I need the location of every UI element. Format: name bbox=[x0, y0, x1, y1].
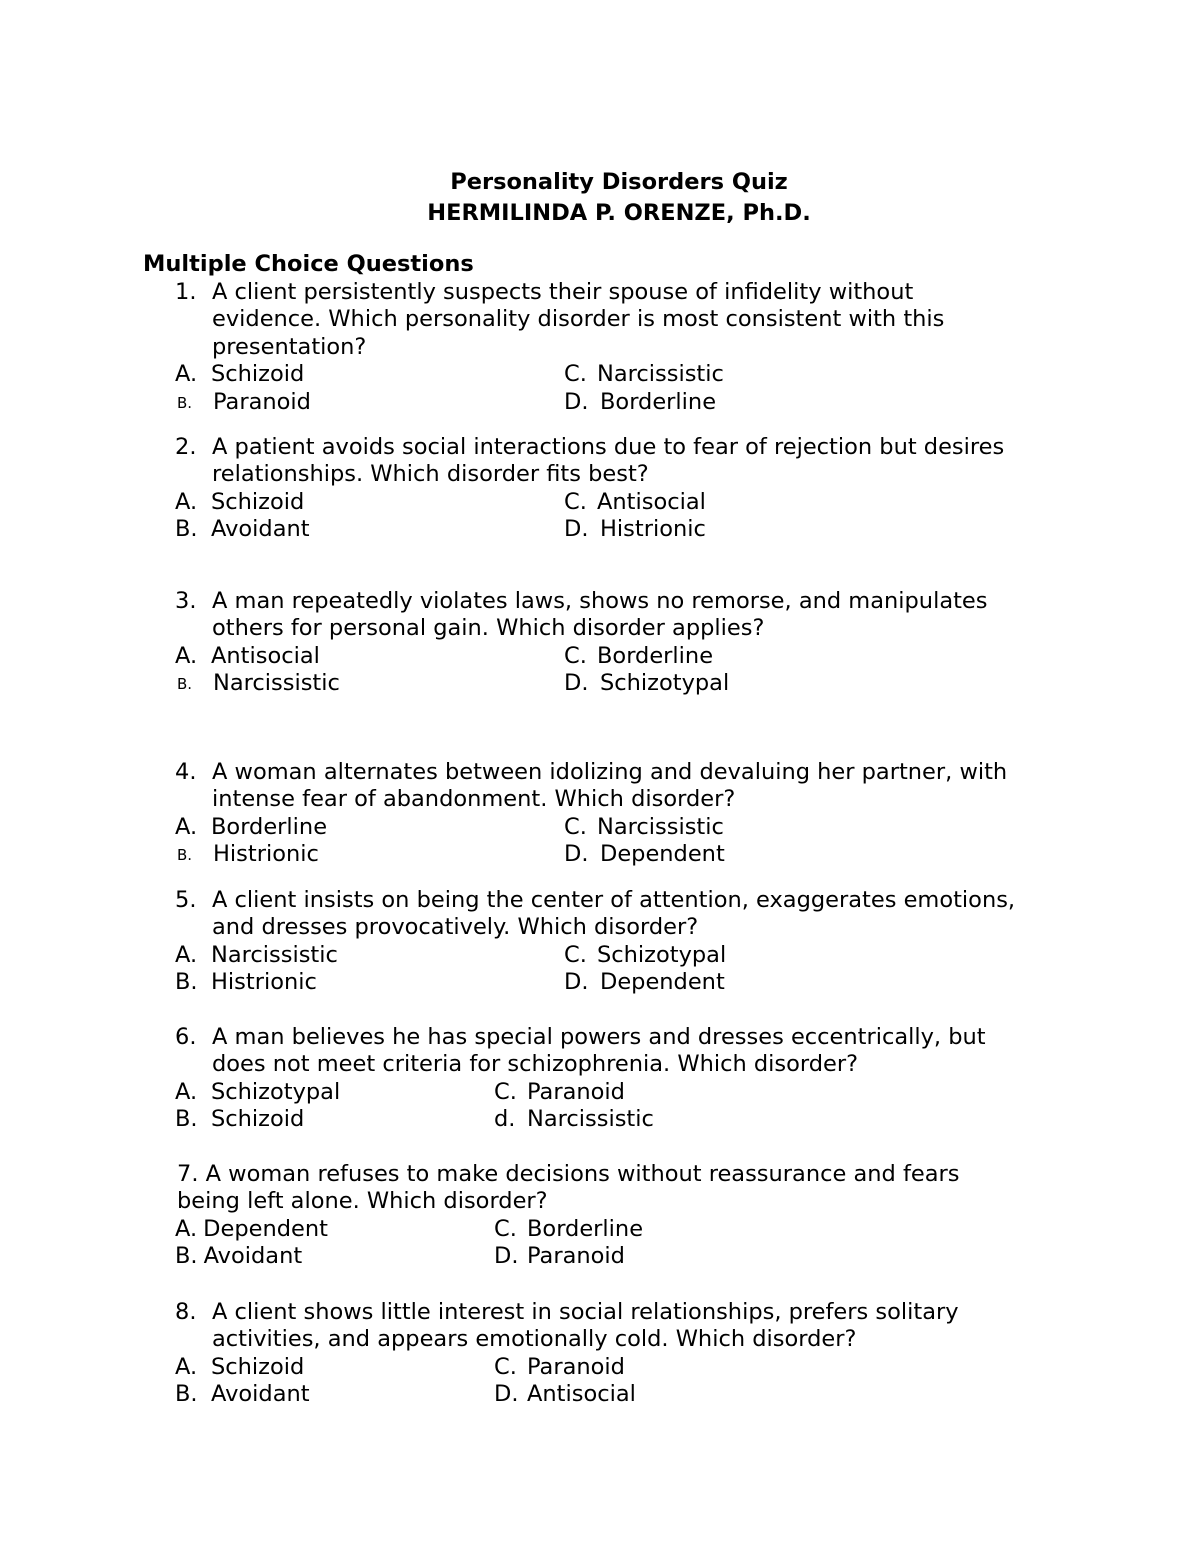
option-c[interactable]: C. Borderline bbox=[494, 1215, 644, 1242]
answer-options bbox=[0, 814, 1200, 869]
option-b[interactable]: B. Histrionic bbox=[177, 841, 319, 868]
option-b[interactable]: B. Histrionic bbox=[175, 969, 317, 996]
question-5 bbox=[0, 887, 1200, 997]
answer-options bbox=[0, 1216, 1200, 1271]
question-text: A patient avoids social interactions due to fear of rejection but desires relationships. Which disorder fits best? bbox=[212, 434, 1005, 488]
question-number: 3. bbox=[175, 588, 197, 614]
question-6 bbox=[0, 1024, 1200, 1134]
question-8 bbox=[0, 1299, 1200, 1409]
question-stem bbox=[0, 759, 1200, 814]
answer-options bbox=[0, 361, 1200, 416]
question-stem bbox=[0, 279, 1200, 361]
option-a[interactable]: A. Dependent bbox=[175, 1215, 328, 1242]
answer-options bbox=[0, 489, 1200, 544]
option-d[interactable]: D. Dependent bbox=[564, 969, 725, 996]
answer-options bbox=[0, 643, 1200, 698]
question-number: 6. bbox=[175, 1024, 197, 1050]
question-stem bbox=[0, 588, 1200, 643]
question-stem bbox=[0, 1299, 1200, 1354]
option-d[interactable]: D. Histrionic bbox=[564, 516, 706, 543]
question-1 bbox=[0, 279, 1200, 416]
option-d[interactable]: D. Paranoid bbox=[494, 1243, 625, 1270]
question-number: 4. bbox=[175, 759, 197, 785]
question-text: A woman refuses to make decisions without reassurance and fears being left alone. Which disorder? bbox=[177, 1161, 960, 1215]
option-d[interactable]: D. Dependent bbox=[564, 841, 725, 868]
answer-options bbox=[0, 1354, 1200, 1409]
option-b[interactable]: B. Avoidant bbox=[175, 516, 310, 543]
question-text: A client persistently suspects their spouse of infidelity without evidence. Which personality disorder is most consistent with this presentation? bbox=[212, 279, 945, 360]
option-a[interactable]: A. Schizoid bbox=[175, 1353, 305, 1380]
option-b[interactable]: B. Avoidant bbox=[175, 1243, 303, 1270]
question-text: A woman alternates between idolizing and devaluing her partner, with intense fear of abandonment. Which disorder? bbox=[212, 759, 1008, 813]
question-7 bbox=[0, 1161, 1200, 1271]
question-text: A man believes he has special powers and dresses eccentrically, but does not meet criteria for schizophrenia. Which disorder? bbox=[212, 1024, 986, 1078]
option-a[interactable]: A. Borderline bbox=[175, 813, 328, 840]
question-number: 5. bbox=[175, 887, 197, 913]
question-stem bbox=[0, 887, 1200, 942]
question-2 bbox=[0, 434, 1200, 544]
option-c[interactable]: C. Antisocial bbox=[564, 488, 706, 515]
quiz-title: Personality Disorders Quiz bbox=[450, 169, 788, 195]
question-number: 2. bbox=[175, 434, 197, 460]
option-b[interactable]: B. Paranoid bbox=[177, 388, 311, 415]
question-text: A man repeatedly violates laws, shows no remorse, and manipulates others for personal gain. Which disorder applies? bbox=[212, 588, 988, 642]
question-number: 8. bbox=[175, 1299, 197, 1325]
question-3 bbox=[0, 588, 1200, 698]
option-a[interactable]: A. Schizoid bbox=[175, 488, 305, 515]
option-b[interactable]: B. Narcissistic bbox=[177, 670, 340, 697]
option-c[interactable]: C. Paranoid bbox=[494, 1078, 625, 1105]
option-c[interactable]: C. Narcissistic bbox=[564, 361, 724, 388]
quiz-author: HERMILINDA P. ORENZE, Ph.D. bbox=[427, 200, 811, 226]
option-c[interactable]: C. Narcissistic bbox=[564, 813, 724, 840]
option-d[interactable]: d. Narcissistic bbox=[494, 1106, 654, 1133]
option-c[interactable]: C. Borderline bbox=[564, 642, 714, 669]
question-number: 1. bbox=[175, 279, 197, 305]
option-a[interactable]: A. Narcissistic bbox=[175, 941, 338, 968]
option-d[interactable]: D. Borderline bbox=[564, 388, 717, 415]
question-stem bbox=[0, 1024, 1200, 1079]
option-b[interactable]: B. Schizoid bbox=[175, 1106, 305, 1133]
question-stem bbox=[0, 434, 1200, 489]
section-heading: Multiple Choice Questions bbox=[143, 251, 474, 277]
option-d[interactable]: D. Antisocial bbox=[494, 1381, 636, 1408]
option-d[interactable]: D. Schizotypal bbox=[564, 670, 730, 697]
option-c[interactable]: C. Schizotypal bbox=[564, 941, 727, 968]
answer-options bbox=[0, 1079, 1200, 1134]
answer-options bbox=[0, 942, 1200, 997]
option-b[interactable]: B. Avoidant bbox=[175, 1381, 310, 1408]
question-text: A client insists on being the center of attention, exaggerates emotions, and dresses provocatively. Which disorder? bbox=[212, 887, 1016, 941]
option-a[interactable]: A. Antisocial bbox=[175, 642, 320, 669]
option-c[interactable]: C. Paranoid bbox=[494, 1353, 625, 1380]
option-a[interactable]: A. Schizoid bbox=[175, 361, 305, 388]
question-number: 7. bbox=[177, 1161, 199, 1187]
option-a[interactable]: A. Schizotypal bbox=[175, 1078, 341, 1105]
question-stem bbox=[0, 1161, 1077, 1216]
question-text: A client shows little interest in social relationships, prefers solitary activities, and appears emotionally cold. Which disorder? bbox=[212, 1299, 959, 1353]
question-4 bbox=[0, 759, 1200, 869]
